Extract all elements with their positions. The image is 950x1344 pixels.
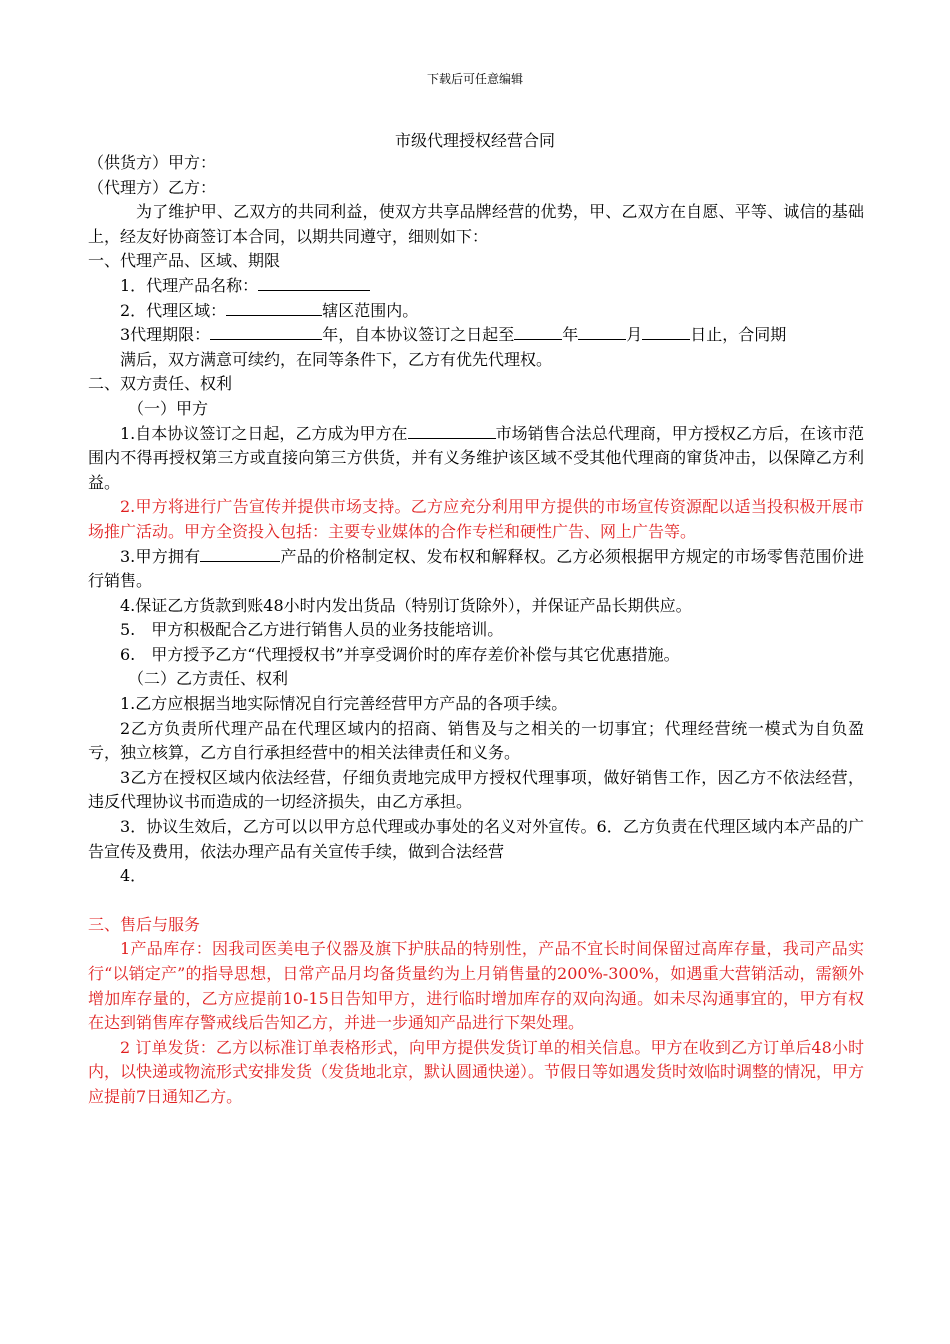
clause-1-text-b: 市场销售合法总代理商，甲方授权乙方后，在该市范围内不得再授权第三方或直接向第三方供货，并有义务维护该区域不受其他代理商的窜货冲击，以保障乙方利益。: [88, 423, 864, 492]
after-sales-clause-1: 1产品库存：因我司医美电子仪器及旗下护肤品的特别性，产品不宜长时间保留过高库存量，我司产品实行“以销定产”的指导思想，日常产品月均备货量约为上月销售量的200%-300%，如遇重大营销活动，需额外增加库存量的，乙方应提前10-15日告知甲方，进行临时增加库存的双向沟通。如未尽沟通事宜的，甲方有权在达到销售库存警戒线后告知乙方，并进一步通知产品进行下架处理。: [88, 939, 864, 1033]
contract-title: 市级代理授权经营合同: [394, 131, 555, 150]
page-header: 下载后可任意编辑: [426, 72, 523, 86]
party-a-clause-3: [88, 545, 864, 594]
s1-item3-continuation: 满后，双方满意可续约，在同等条件下，乙方有优先代理权。: [120, 349, 553, 369]
party-a-clause-2: 2.甲方将进行广告宣传并提供市场支持。乙方应充分利用甲方提供的市场宣传资源配以适当投积极开展市场推广活动。甲方全资投入包括：主要专业媒体的合作专栏和硬性广告、网上广告等。: [88, 497, 864, 541]
market-blank: [408, 423, 496, 439]
party-a-line: （供货方）甲方：: [88, 153, 217, 172]
party-b-clause-4: 3．协议生效后，乙方可以以甲方总代理或办事处的名义对外宣传。6．乙方负责在代理区域内本产品的广告宣传及费用，依法办理产品有关宣传手续，做到合法经营: [88, 817, 864, 861]
s1-item2-label: 2．代理区域：: [120, 300, 227, 320]
s1-item3: [88, 323, 864, 348]
region-blank: [226, 300, 322, 316]
contract-body: [88, 151, 864, 1110]
spacer: [88, 889, 864, 913]
party-b-clause-3: 3乙方在授权区域内依法经营，仔细负责地完成甲方授权代理事项，做好销售工作，因乙方不依法经营，违反代理协议书而造成的一切经济损失，由乙方承担。: [88, 767, 864, 812]
s1-item3-tail: 日止，合同期: [690, 325, 787, 345]
party-b-clause-2: 2乙方负责所代理产品在代理区域内的招商、销售及与之相关的一切事宜；代理经营统一模式为自负盈亏，独立核算，乙方自行承担经营中的相关法律责任和义务。: [88, 718, 864, 763]
section-3-heading: 三、售后与服务: [88, 914, 201, 934]
party-b-clause-5: 4．: [120, 866, 147, 886]
s1-item2-tail: 辖区范围内。: [322, 300, 419, 320]
end-month-blank: [578, 324, 626, 340]
party-a-subheading: （一）甲方: [128, 398, 209, 418]
s1-item3-label: 3代理期限：: [120, 325, 211, 345]
product-blank: [200, 546, 280, 562]
end-year-blank: [514, 324, 562, 340]
month-label: 月: [626, 325, 643, 345]
year-label: 年: [562, 325, 579, 345]
preamble-paragraph: 为了维护甲、乙双方的共同利益，使双方共享品牌经营的优势，甲、乙双方在自愿、平等、诚信的基础上，经友好协商签订本合同，以期共同遵守，细则如下：: [88, 202, 864, 246]
clause-1-text-a: 1.自本协议签订之日起，乙方成为甲方在: [120, 423, 408, 443]
party-b-subheading: （二）乙方责任、权利: [128, 669, 289, 689]
party-b-line: （代理方）乙方：: [88, 177, 217, 197]
party-a-clause-4: 4.保证乙方货款到账48小时内发出货品（特别订货除外），并保证产品长期供应。: [120, 595, 692, 615]
term-years-blank: [210, 324, 322, 340]
s1-item2: [88, 299, 864, 324]
party-a-clause-5: 5. 甲方积极配合乙方进行销售人员的业务技能培训。: [120, 620, 504, 640]
section-1-heading: 一、代理产品、区域、期限: [88, 251, 281, 271]
section-2-heading: 二、双方责任、权利: [88, 374, 233, 394]
clause-3-text-a: 3.甲方拥有: [120, 546, 201, 566]
s1-item1-label: 1．代理产品名称：: [120, 275, 259, 295]
after-sales-clause-2: 2 订单发货：乙方以标准订单表格形式，向甲方提供发货订单的相关信息。甲方在收到乙方订单后48小时内，以快递或物流形式安排发货（发货地北京，默认圆通快递）。节假日等如遇发货时效临时调整的情况，甲方应提前7日通知乙方。: [88, 1037, 865, 1106]
s1-item1: [88, 274, 864, 299]
clause-3-text-b: 产品的价格制定权、发布权和解释权。乙方必须根据甲方规定的市场零售范围价进行销售。: [88, 546, 864, 591]
party-a-clause-1: [88, 422, 864, 496]
party-a-clause-6: 6. 甲方授予乙方“代理授权书”并享受调价时的库存差价补偿与其它优惠措施。: [120, 644, 680, 664]
product-name-blank: [258, 275, 370, 291]
end-day-blank: [642, 324, 690, 340]
party-b-clause-1: 1.乙方应根据当地实际情况自行完善经营甲方产品的各项手续。: [120, 694, 568, 714]
s1-item3-text: 年，自本协议签订之日起至: [322, 325, 515, 345]
